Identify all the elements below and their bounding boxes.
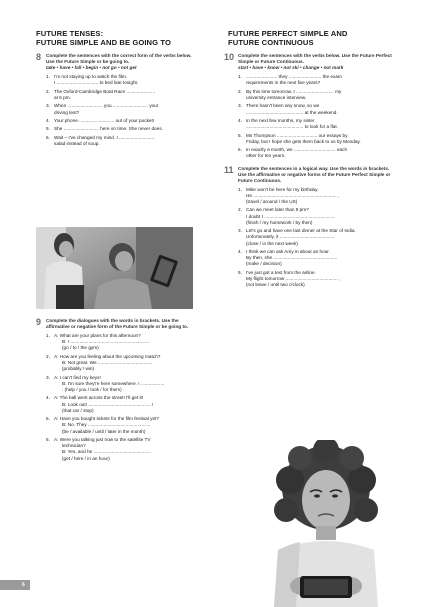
item-line: (that car / stop): [62, 407, 94, 413]
item-line: Ms Thompson ............................... our essays by: [246, 132, 348, 138]
photo-woman-with-phone: [260, 440, 392, 607]
item-number: 3.: [238, 228, 242, 234]
item-line: B: Look out! ................................................ !: [62, 401, 154, 407]
exercise-11: [224, 164, 396, 289]
item-line: Your phone ........................... out of your pocket!: [54, 117, 155, 123]
item-number: 5.: [46, 126, 50, 132]
item-line: A: What are your plans for this afternoon?: [54, 333, 141, 338]
exercise-item: [238, 103, 396, 115]
exercise-instruction: Complete the dialogues with the words in brackets. Use the affirmative or negative form of the Future Simple or be going to.: [46, 318, 189, 329]
exercise-item: [238, 228, 396, 247]
item-number: 5.: [238, 132, 242, 138]
item-number: 1.: [238, 186, 242, 192]
item-line: Wait – I've changed my mind. I ...........................: [54, 134, 155, 140]
exercise-item: [46, 118, 196, 124]
exercise-item: [46, 74, 196, 86]
section-title-future-perfect: FUTURE PERFECT SIMPLE AND FUTURE CONTINUOUS: [228, 29, 348, 47]
item-number: 2.: [46, 353, 50, 359]
item-number: 5.: [46, 416, 50, 422]
left-column: [36, 30, 196, 149]
item-line: (travel / around / the US): [246, 198, 298, 204]
item-line: By then, she .................................................: [246, 255, 338, 261]
exercise-instruction: Complete the sentences with the verbs below. Use the Future Perfect Simple or Future Continuous.: [238, 53, 392, 65]
item-line: My flight tomorrow ........................................ ,: [246, 275, 341, 281]
exercise-item: [238, 133, 396, 145]
item-number: 3.: [46, 374, 50, 380]
item-line: ............................................ to look for a flat.: [246, 124, 338, 130]
item-line: (not leave / until two o'clock): [246, 282, 305, 288]
item-number: 3.: [46, 103, 50, 109]
section-title-future-tenses: FUTURE TENSES: FUTURE SIMPLE AND BE GOING TO: [36, 29, 171, 47]
item-line: (make / decision): [246, 261, 282, 267]
item-line: (be / available / until / later in the month): [62, 428, 146, 434]
exercise-items: [238, 187, 396, 289]
exercise-number: 10: [224, 52, 235, 63]
exercise-10: [224, 52, 396, 159]
exercise-number: 8: [36, 52, 42, 63]
exercise-item: [238, 187, 396, 206]
item-line: I'm not staying up to watch the film.: [54, 74, 128, 80]
item-number: 1.: [46, 333, 50, 338]
item-number: 2.: [238, 207, 242, 213]
item-line: When ........................... you ........................... your: [54, 103, 159, 109]
item-line: A: How are you feeling about the upcoming match?: [54, 353, 161, 359]
exercise-item: [46, 375, 196, 394]
item-line: I ................................ to bed late tonight.: [54, 80, 139, 86]
item-number: 4.: [46, 395, 50, 401]
exercise-instruction: Complete the sentences in a logical way. Use the words in brackets. Use the affirmative or negative forms of the Future Perfect Simple or Future Continuous.: [238, 165, 391, 183]
exercise-item: [238, 249, 396, 268]
item-line: I've just got a text from the airline.: [246, 269, 316, 275]
item-line: technician?: [62, 443, 86, 449]
exercise-number: 9: [36, 317, 42, 327]
item-number: 4.: [46, 117, 50, 123]
item-line: Mike won't be here for my birthday.: [246, 186, 319, 192]
right-column: [224, 29, 396, 291]
item-line: A: Were you talking just now to the satellite TV: [54, 436, 151, 442]
exercise-item: [238, 118, 396, 130]
item-line: There hasn't been any snow, so we: [246, 103, 320, 109]
exercise-items: [46, 74, 196, 147]
exercise-item: [46, 354, 196, 373]
item-line: A: Have you bought tickets for the film festival yet?: [54, 416, 159, 422]
item-line: Let's go and have one last dinner at the Star of India.: [246, 228, 356, 234]
item-line: I doubt I ......................................................: [246, 213, 335, 219]
page-number: 6: [22, 582, 25, 588]
item-number: 5.: [238, 269, 242, 275]
item-line: In exactly a month, we ................................ each: [246, 147, 348, 153]
item-line: driving test?: [54, 109, 80, 115]
exercise-item: [238, 270, 396, 289]
exercise-9: [36, 318, 196, 462]
item-number: 4.: [238, 248, 242, 254]
exercise-item: [46, 437, 196, 462]
exercise-item: [46, 416, 196, 435]
exercise-item: [238, 207, 396, 226]
photo-people-with-tablet: [36, 227, 193, 309]
item-number: 1.: [238, 74, 242, 80]
exercise-item: [238, 74, 396, 86]
item-line: B: I'm sure they're here somewhere. I ..................: [62, 380, 165, 386]
exercise-item: [46, 89, 196, 101]
item-line: university entrance interview.: [246, 94, 307, 100]
item-line: He ................................................................ ,: [246, 192, 340, 198]
item-line: requirements in the next five years?: [246, 80, 321, 86]
item-line: ............................................ at the weekend.: [246, 109, 338, 115]
page-number-tab: [0, 580, 30, 590]
item-line: . (help / you / look / for them): [62, 387, 122, 392]
item-number: 2.: [46, 88, 50, 94]
item-line: (get / here / in an hour): [62, 455, 110, 461]
item-number: 6.: [238, 147, 242, 153]
item-line: B: I .............................................................: [62, 339, 150, 345]
item-number: 2.: [238, 88, 242, 94]
item-line: The Oxford-Cambridge Boat Race ......................: [54, 88, 156, 94]
item-line: A: I can't find my keys!: [54, 374, 101, 380]
exercise-items: [238, 74, 396, 159]
item-line: (finish / my homework / by then): [246, 219, 313, 225]
item-number: 6.: [46, 134, 50, 140]
item-line: salad instead of soup.: [54, 140, 100, 146]
item-line: She ........................... here on time. She never does.: [54, 126, 163, 132]
item-line: Unfortunately, it ..........................................: [246, 234, 335, 240]
item-line: A: The ball went across the street! I'll get it!: [54, 395, 144, 401]
exercise-number: 11: [224, 164, 234, 175]
item-line: By this time tomorrow, I ............................. my: [246, 88, 342, 94]
item-line: In the next few months, my sister: [246, 117, 315, 123]
item-number: 1.: [46, 74, 50, 80]
item-line: B: Not great. We ..........................................: [62, 360, 153, 365]
item-line: other for ten years.: [246, 153, 286, 159]
item-line: (probably / win): [62, 366, 95, 372]
exercise-9-column: [36, 318, 196, 464]
exercise-item: [46, 103, 196, 115]
item-number: 3.: [238, 103, 242, 109]
exercise-item: [46, 333, 196, 352]
exercise-items: [46, 333, 196, 462]
item-number: 6.: [46, 436, 50, 442]
item-line: B: Yes, and he ............................................: [62, 449, 151, 455]
item-line: at 6 pm.: [54, 94, 71, 100]
exercise-instruction: Complete the sentences with the correct form of the verbs below. Use the Future Simple or be going to.: [46, 53, 192, 65]
exercise-item: [238, 89, 396, 101]
exercise-item: [238, 147, 396, 159]
word-bank: take • have • fall • begin • not go • not get: [46, 65, 137, 71]
item-line: Friday, but I hope she gets them back to us by Monday.: [246, 138, 361, 144]
item-line: (go / to / the gym): [62, 345, 99, 351]
exercise-item: [46, 395, 196, 414]
word-bank: start • have • know • not ski • change • not mark: [238, 65, 344, 71]
exercise-item: [46, 126, 196, 132]
item-line: (close / in the next week): [246, 240, 298, 246]
item-number: 4.: [238, 117, 242, 123]
exercise-8: [36, 53, 196, 147]
item-line: I think we can ask Amy in about an hour.: [246, 248, 330, 254]
item-line: Can we meet later than 9 pm?: [246, 207, 309, 213]
exercise-item: [46, 135, 196, 147]
item-line: B: No. They ................................................: [62, 422, 151, 428]
item-line: ........................ they ......................... the exam: [246, 74, 342, 80]
